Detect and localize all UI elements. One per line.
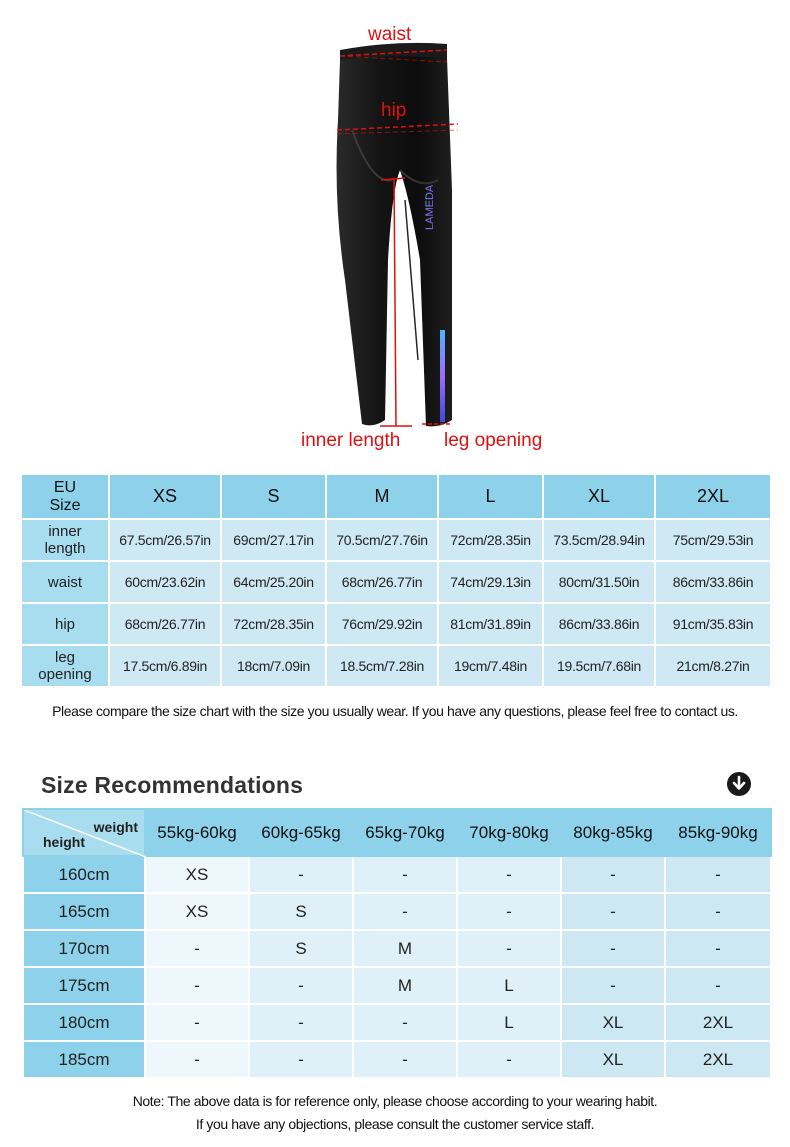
row-label-part: opening — [38, 666, 92, 683]
size-chart-header-row — [21, 474, 771, 519]
row-label-leg-opening — [21, 645, 109, 687]
table-cell: - — [249, 1004, 353, 1041]
weight-header: 85kg-90kg — [665, 809, 771, 856]
weight-height-corner — [23, 809, 145, 856]
table-cell: 68cm/26.77in — [326, 561, 438, 603]
height-label: 180cm — [23, 1004, 145, 1041]
height-label: 170cm — [23, 930, 145, 967]
height-label: 165cm — [23, 893, 145, 930]
corner-height-label: height — [43, 834, 85, 850]
reference-note-line1: Note: The above data is for reference only, please choose according to your wearing habit. — [132, 1093, 658, 1109]
table-cell: 69cm/27.17in — [221, 519, 326, 561]
leggings-illustration — [0, 0, 790, 462]
product-figure — [0, 0, 790, 462]
corner-size: Size — [49, 496, 81, 514]
height-label: 185cm — [23, 1041, 145, 1078]
brand-mark: LAMEDA — [424, 184, 436, 230]
table-cell: - — [249, 1041, 353, 1078]
table-cell: - — [353, 1004, 457, 1041]
table-cell: 72cm/28.35in — [221, 603, 326, 645]
size-recommendations-table — [22, 808, 772, 1079]
table-cell: - — [665, 856, 771, 893]
table-cell: 76cm/29.92in — [326, 603, 438, 645]
row-label-inner-length — [21, 519, 109, 561]
table-cell: - — [353, 1041, 457, 1078]
table-cell: - — [249, 967, 353, 1004]
weight-header: 55kg-60kg — [145, 809, 249, 856]
table-cell: 2XL — [665, 1041, 771, 1078]
table-cell: 19.5cm/7.68in — [543, 645, 655, 687]
table-cell: 75cm/29.53in — [655, 519, 771, 561]
table-cell: - — [353, 856, 457, 893]
table-cell: 21cm/8.27in — [655, 645, 771, 687]
rec-header-row — [23, 809, 771, 856]
table-cell: 73.5cm/28.94in — [543, 519, 655, 561]
table-cell: XS — [145, 893, 249, 930]
table-row — [21, 561, 771, 603]
height-label: 160cm — [23, 856, 145, 893]
table-cell: 60cm/23.62in — [109, 561, 221, 603]
table-cell: 91cm/35.83in — [655, 603, 771, 645]
table-cell: 80cm/31.50in — [543, 561, 655, 603]
size-header-s: S — [221, 474, 326, 519]
leg-opening-label: leg opening — [444, 430, 543, 451]
table-row — [21, 519, 771, 561]
table-cell: - — [665, 893, 771, 930]
table-cell: 72cm/28.35in — [438, 519, 543, 561]
row-label-hip: hip — [21, 603, 109, 645]
reference-note — [0, 1090, 790, 1136]
weight-header: 60kg-65kg — [249, 809, 353, 856]
size-chart-table — [20, 473, 772, 688]
table-cell: XL — [561, 1041, 665, 1078]
corner-weight-label: weight — [93, 819, 138, 835]
table-cell: - — [665, 930, 771, 967]
size-header-m: M — [326, 474, 438, 519]
hip-label: hip — [381, 100, 407, 121]
weight-header: 70kg-80kg — [457, 809, 561, 856]
table-cell: L — [457, 967, 561, 1004]
table-row — [21, 645, 771, 687]
size-header-2xl: 2XL — [655, 474, 771, 519]
waist-label: waist — [368, 24, 412, 45]
side-stripe — [440, 330, 445, 422]
corner-eu: EU — [53, 478, 77, 496]
table-cell: 86cm/33.86in — [543, 603, 655, 645]
table-cell: - — [353, 893, 457, 930]
table-cell: S — [249, 893, 353, 930]
table-cell: - — [457, 1041, 561, 1078]
table-row — [23, 930, 771, 967]
table-cell: 70.5cm/27.76in — [326, 519, 438, 561]
table-cell: M — [353, 967, 457, 1004]
table-cell: - — [561, 893, 665, 930]
row-label-part: inner — [48, 523, 82, 540]
height-label: 175cm — [23, 967, 145, 1004]
weight-header: 80kg-85kg — [561, 809, 665, 856]
table-cell: - — [145, 1004, 249, 1041]
size-recommendations-title: Size Recommendations — [41, 772, 304, 798]
table-cell: - — [457, 893, 561, 930]
table-cell: - — [457, 856, 561, 893]
table-cell: XL — [561, 1004, 665, 1041]
table-cell: - — [665, 967, 771, 1004]
size-header-xs: XS — [109, 474, 221, 519]
table-cell: - — [457, 930, 561, 967]
table-cell: 68cm/26.77in — [109, 603, 221, 645]
table-row — [23, 967, 771, 1004]
table-cell: 18.5cm/7.28in — [326, 645, 438, 687]
table-row — [23, 1041, 771, 1078]
table-cell: - — [561, 930, 665, 967]
reference-note-line2: If you have any objections, please consult the customer service staff. — [195, 1116, 595, 1132]
table-cell: - — [249, 856, 353, 893]
table-cell: 86cm/33.86in — [655, 561, 771, 603]
table-cell: 74cm/29.13in — [438, 561, 543, 603]
row-label-part: length — [44, 540, 86, 557]
weight-header: 65kg-70kg — [353, 809, 457, 856]
table-row — [23, 856, 771, 893]
table-cell: - — [561, 967, 665, 1004]
table-cell: - — [145, 930, 249, 967]
size-compare-note: Please compare the size chart with the size you usually wear. If you have any questions, please feel free to contact us. — [52, 703, 738, 719]
table-cell: S — [249, 930, 353, 967]
table-row — [23, 893, 771, 930]
row-label-part: leg — [54, 649, 76, 666]
eu-size-corner — [21, 474, 109, 519]
table-cell: - — [561, 856, 665, 893]
table-cell: 19cm/7.48in — [438, 645, 543, 687]
inner-length-label: inner length — [301, 430, 401, 451]
table-cell: 2XL — [665, 1004, 771, 1041]
table-cell: - — [145, 1041, 249, 1078]
size-header-l: L — [438, 474, 543, 519]
table-cell: 17.5cm/6.89in — [109, 645, 221, 687]
table-cell: 67.5cm/26.57in — [109, 519, 221, 561]
table-cell: 81cm/31.89in — [438, 603, 543, 645]
download-circle-icon[interactable] — [727, 772, 751, 796]
size-header-xl: XL — [543, 474, 655, 519]
table-row — [23, 1004, 771, 1041]
table-cell: L — [457, 1004, 561, 1041]
table-cell: 18cm/7.09in — [221, 645, 326, 687]
table-cell: 64cm/25.20in — [221, 561, 326, 603]
row-label-waist: waist — [21, 561, 109, 603]
table-cell: M — [353, 930, 457, 967]
table-cell: - — [145, 967, 249, 1004]
table-row — [21, 603, 771, 645]
table-cell: XS — [145, 856, 249, 893]
